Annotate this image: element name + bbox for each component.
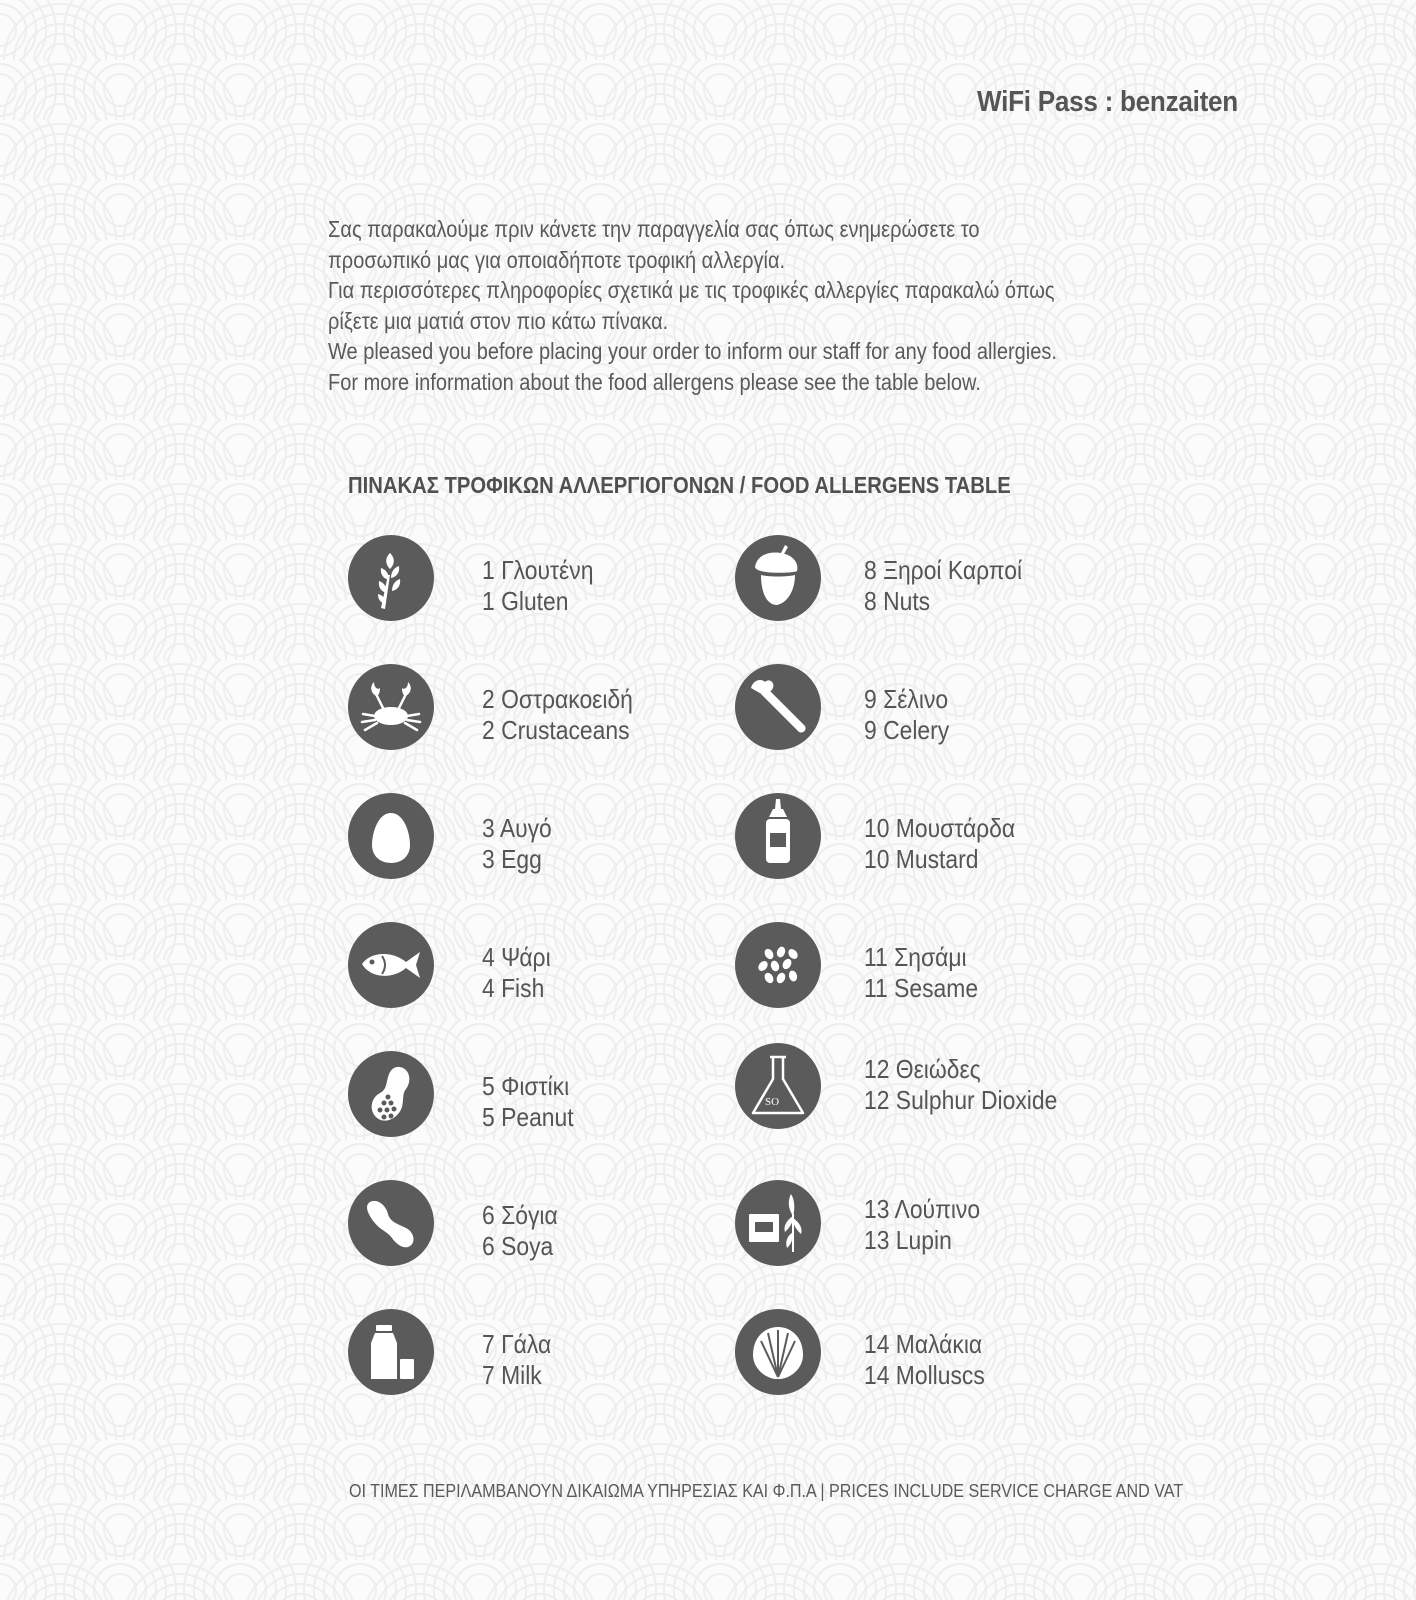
milk-icon xyxy=(348,1309,434,1395)
allergen-english: 1 Gluten xyxy=(482,585,569,616)
allergen-milk xyxy=(348,1309,748,1399)
allergen-labels xyxy=(482,555,593,616)
nut-icon xyxy=(735,535,821,621)
allergen-labels xyxy=(864,555,1022,616)
notice-line: προσωπικό μας για οποιαδήποτε τροφική αλλεργία. xyxy=(328,246,786,273)
allergen-soya xyxy=(348,1180,748,1270)
allergen-labels xyxy=(482,942,551,1003)
crab-icon xyxy=(348,664,434,750)
price-notice-footer: ΟΙ ΤΙΜΕΣ ΠΕΡΙΛΑΜΒΑΝΟΥΝ ΔΙΚΑΙΩΜΑ ΥΠΗΡΕΣΙΑΣ ΚΑΙ Φ.Π.Α | PRICES INCLUDE SERVICE CHARGE AND VAT xyxy=(349,1480,1184,1501)
notice-line: For more information about the food allergens please see the table below. xyxy=(328,368,981,395)
allergen-labels xyxy=(864,813,1015,874)
notice-line: We pleased you before placing your order to inform our staff for any food allergies. xyxy=(328,338,1057,365)
allergen-greek: 1 Γλουτένη xyxy=(482,555,594,585)
notice-line: ρίξετε μια ματιά στον πιο κάτω πίνακα. xyxy=(328,307,669,334)
celery-icon xyxy=(735,664,821,750)
wheat-icon xyxy=(348,535,434,621)
allergen-english: 14 Molluscs xyxy=(864,1359,985,1390)
sulphur-icon-text: SO xyxy=(765,1096,780,1108)
allergen-greek: 4 Ψάρι xyxy=(482,942,551,972)
fish-icon xyxy=(348,922,434,1008)
allergen-greek: 7 Γάλα xyxy=(482,1329,552,1359)
allergen-peanut xyxy=(348,1051,748,1141)
allergen-english: 3 Egg xyxy=(482,843,542,874)
allergen-celery xyxy=(735,664,1135,754)
mollusc-icon xyxy=(735,1309,821,1395)
allergen-labels xyxy=(482,1329,551,1390)
allergen-labels xyxy=(864,1194,980,1255)
sulphur-dioxide-icon xyxy=(735,1043,821,1129)
allergen-greek: 10 Μουστάρδα xyxy=(864,813,1016,843)
allergen-labels xyxy=(864,1329,985,1390)
wifi-password: WiFi Pass : benzaiten xyxy=(977,86,1238,118)
notice-line: Σας παρακαλούμε πριν κάνετε την παραγγελία σας όπως ενημερώσετε το xyxy=(328,216,980,242)
allergen-greek: 8 Ξηροί Καρποί xyxy=(864,555,1023,585)
allergen-labels xyxy=(482,1200,558,1261)
allergen-labels xyxy=(482,1071,574,1132)
allergen-english: 10 Mustard xyxy=(864,843,979,874)
allergen-english: 12 Sulphur Dioxide xyxy=(864,1084,1058,1115)
allergen-english: 7 Milk xyxy=(482,1359,542,1390)
egg-icon xyxy=(348,793,434,879)
allergen-nuts xyxy=(735,535,1135,625)
allergen-english: 8 Nuts xyxy=(864,585,931,616)
allergen-fish xyxy=(348,922,748,1012)
allergen-greek: 9 Σέλινο xyxy=(864,684,949,714)
allergen-greek: 5 Φιστίκι xyxy=(482,1071,570,1101)
allergen-labels xyxy=(482,813,552,874)
allergen-english: 4 Fish xyxy=(482,972,545,1003)
soya-icon xyxy=(348,1180,434,1266)
allergen-english: 2 Crustaceans xyxy=(482,714,630,745)
allergen-greek: 11 Σησάμι xyxy=(864,942,967,972)
allergen-greek: 3 Αυγό xyxy=(482,813,552,843)
allergen-labels xyxy=(482,684,633,745)
allergen-english: 5 Peanut xyxy=(482,1101,574,1132)
allergen-sulphur-dioxide xyxy=(735,1043,1135,1133)
allergen-english: 13 Lupin xyxy=(864,1224,952,1255)
mustard-icon xyxy=(735,793,821,879)
allergens-table-title: ΠΙΝΑΚΑΣ ΤΡΟΦΙΚΩΝ ΑΛΛΕΡΓΙΟΓΟΝΩΝ / FOOD ALLERGENS TABLE xyxy=(348,472,1011,498)
lupin-icon xyxy=(735,1180,821,1266)
peanut-icon xyxy=(348,1051,434,1137)
allergen-lupin xyxy=(735,1180,1135,1270)
allergen-labels xyxy=(864,684,949,745)
allergen-greek: 14 Μαλάκια xyxy=(864,1329,983,1359)
allergen-greek: 2 Οστρακοειδή xyxy=(482,684,633,714)
allergen-sesame xyxy=(735,922,1135,1012)
allergy-notice xyxy=(328,214,1057,398)
sesame-icon xyxy=(735,922,821,1008)
allergen-greek: 12 Θειώδες xyxy=(864,1054,981,1084)
allergen-egg xyxy=(348,793,748,883)
allergen-gluten xyxy=(348,535,748,625)
allergen-labels xyxy=(864,942,978,1003)
allergen-labels xyxy=(864,1054,1057,1115)
allergen-greek: 13 Λούπινο xyxy=(864,1194,981,1224)
allergen-crustaceans xyxy=(348,664,748,754)
allergen-english: 6 Soya xyxy=(482,1230,554,1261)
allergen-mustard xyxy=(735,793,1135,883)
allergen-english: 11 Sesame xyxy=(864,972,979,1003)
allergen-greek: 6 Σόγια xyxy=(482,1200,558,1230)
notice-line: Για περισσότερες πληροφορίες σχετικά με τις τροφικές αλλεργίες παρακαλώ όπως xyxy=(328,277,1055,304)
allergen-english: 9 Celery xyxy=(864,714,950,745)
allergen-molluscs xyxy=(735,1309,1135,1399)
